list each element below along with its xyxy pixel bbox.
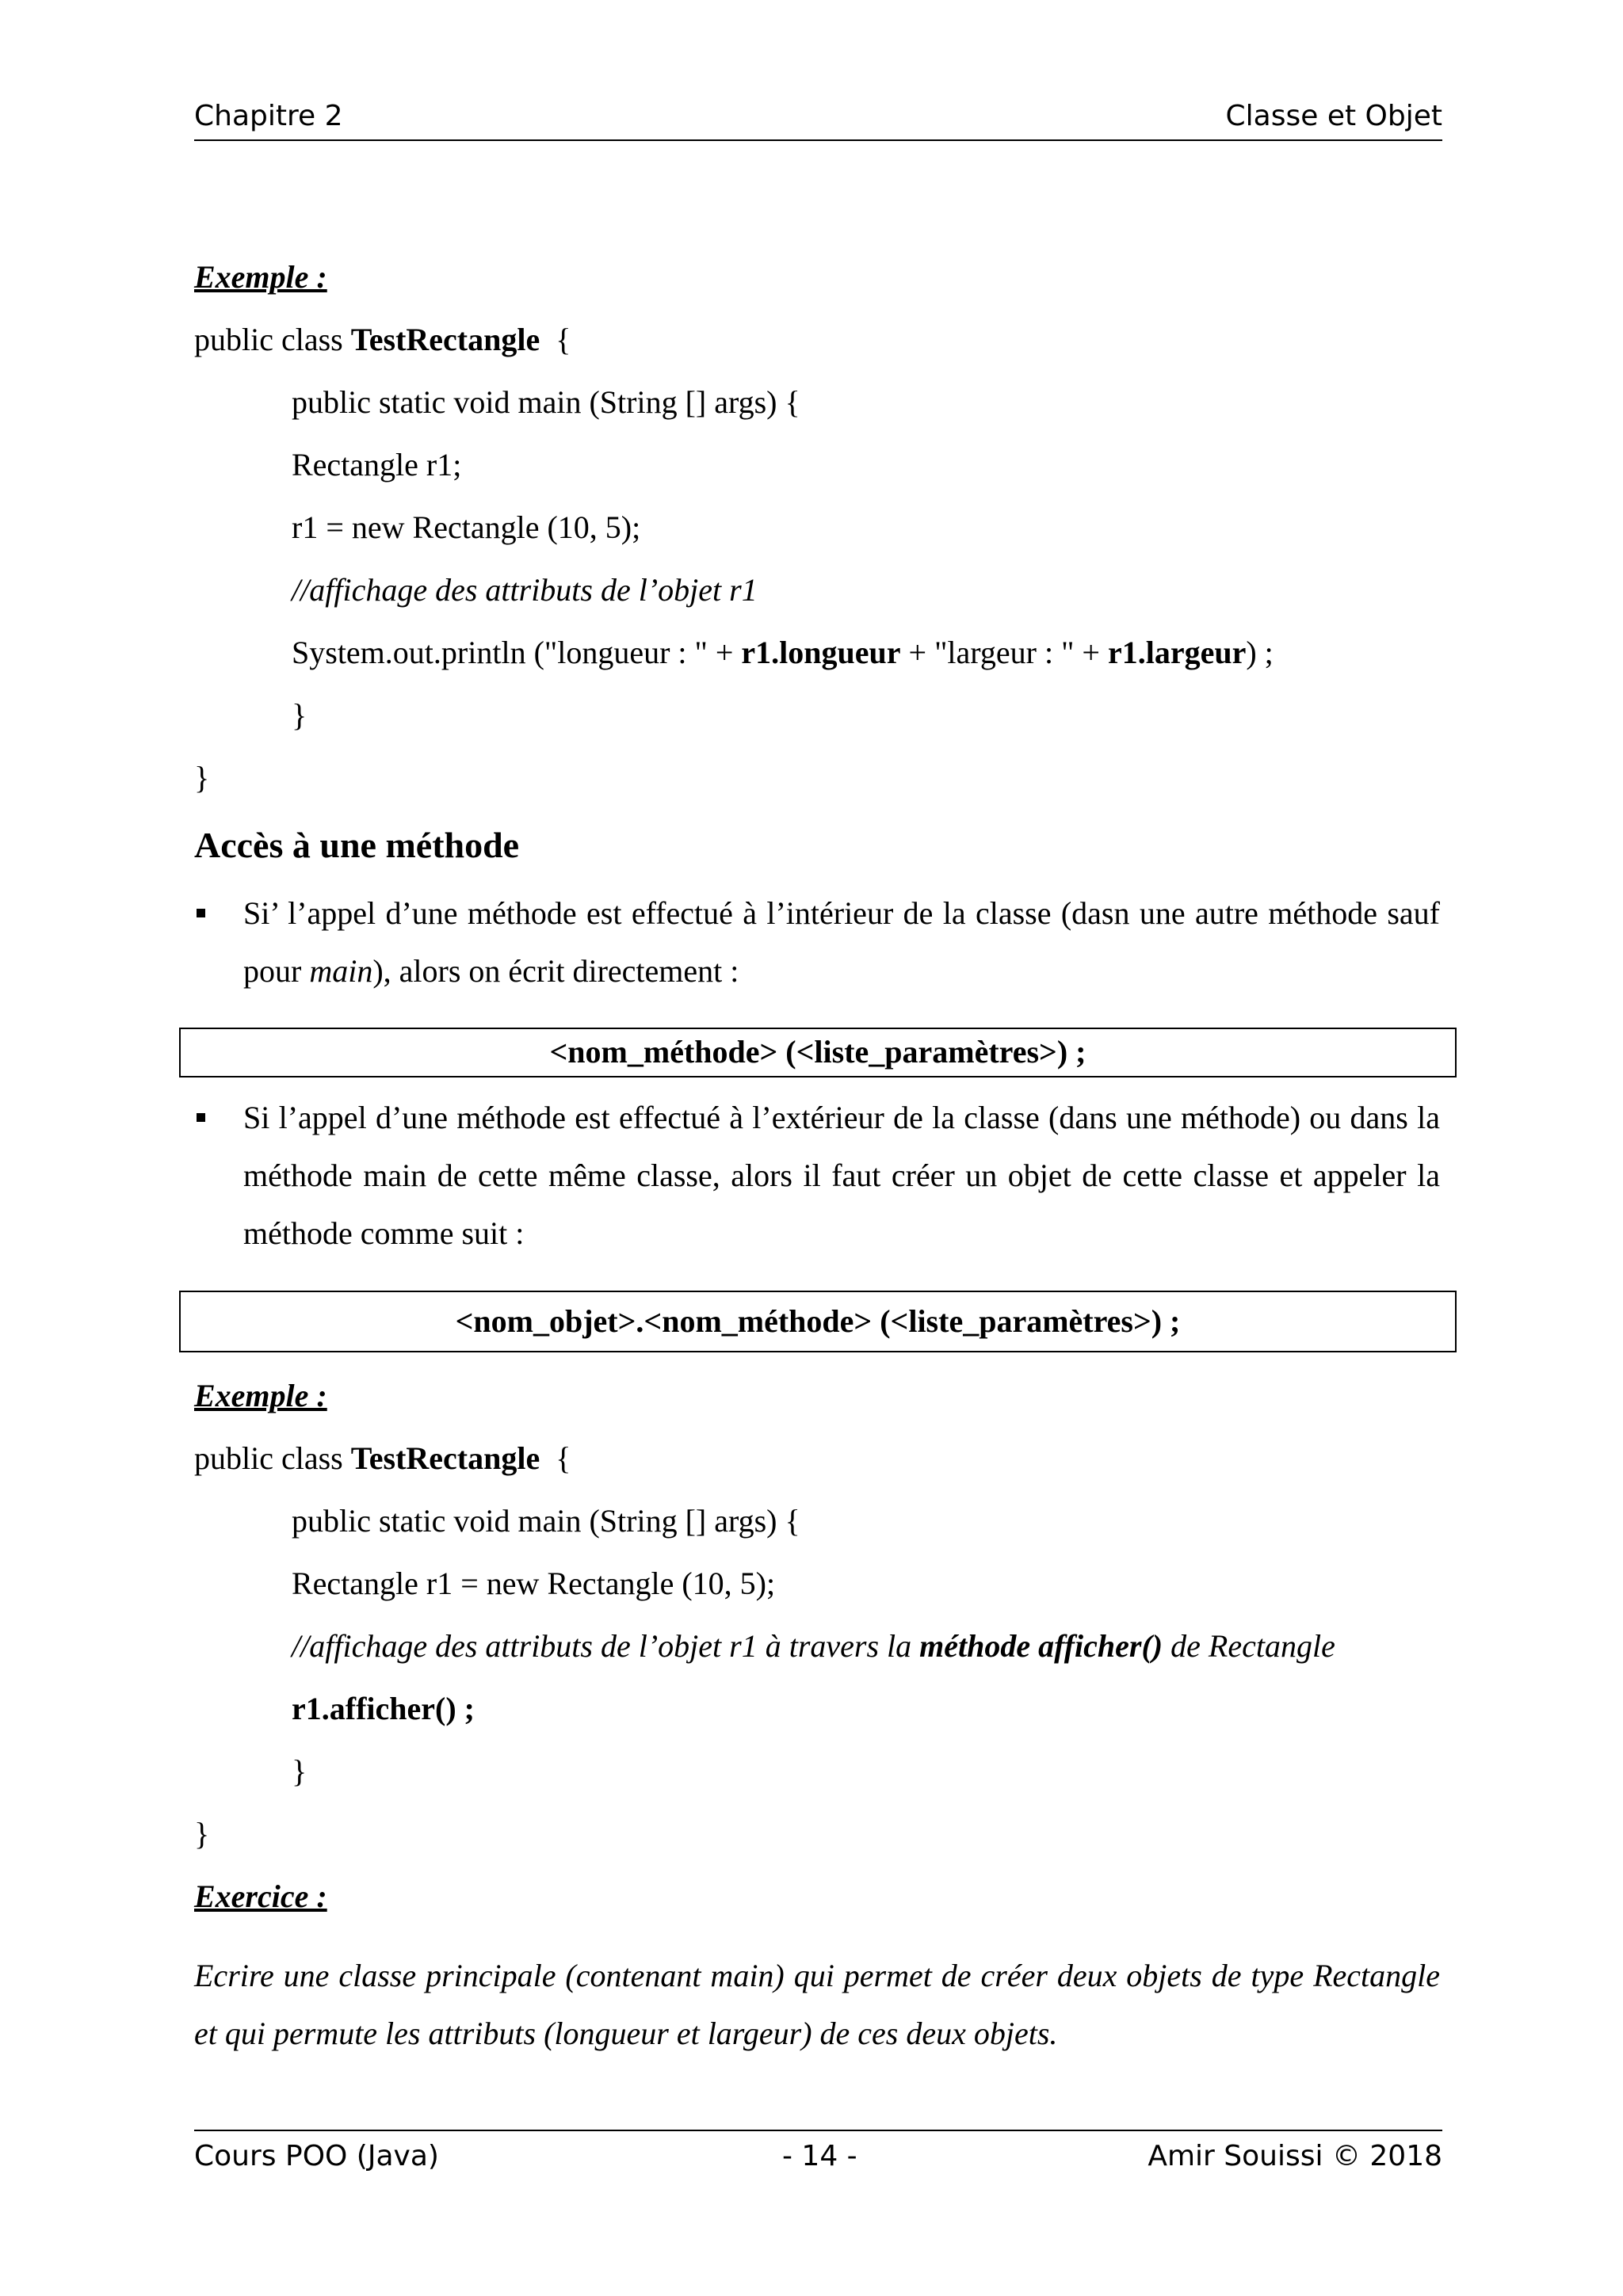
example2-label: Exemple : (194, 1378, 327, 1413)
header-chapter: Chapitre 2 (194, 100, 343, 132)
bullet-marker-2 (197, 1113, 205, 1122)
example2-close-outer: } (194, 1816, 210, 1852)
example1-label: Exemple : (194, 259, 327, 295)
header-title: Classe et Objet (1225, 100, 1442, 132)
example1-class-line: public class TestRectangle { (194, 322, 571, 357)
footer-author: Amir Souissi © 2018 (1148, 2140, 1442, 2172)
syntax-box-external-call: <nom_objet>.<nom_méthode> (<liste_paramètres>) ; (179, 1291, 1457, 1352)
example2-close-inner: } (292, 1753, 307, 1789)
example1-comment-line: //affichage des attributs de l’objet r1 (292, 572, 758, 608)
example1-close-inner: } (292, 697, 307, 733)
footer-course: Cours POO (Java) (194, 2140, 439, 2172)
example1-close-outer: } (194, 760, 210, 795)
footer-rule (194, 2130, 1442, 2131)
bullet-marker-1 (197, 909, 205, 917)
example2-call-line: r1.afficher() ; (292, 1691, 475, 1726)
header-rule (194, 139, 1442, 141)
example2-decl-line: Rectangle r1 = new Rectangle (10, 5); (292, 1566, 776, 1601)
example2-class-line: public class TestRectangle { (194, 1440, 571, 1476)
example1-decl-line: Rectangle r1; (292, 447, 462, 482)
example2-main-line: public static void main (String [] args) { (292, 1503, 800, 1539)
exercise-label: Exercice : (194, 1878, 327, 1914)
example1-main-line: public static void main (String [] args) { (292, 384, 800, 420)
section-title: Accès à une méthode (194, 825, 520, 865)
bullet-text-2: Si l’appel d’une méthode est effectué à l’extérieur de la classe (dans une méthode) ou dans la méthode main de cette même classe, alors il faut créer un objet de cette classe et appeler la méthode comme suit : (243, 1100, 1440, 1251)
example1-println-line: System.out.println ("longueur : " + r1.longueur + "largeur : " + r1.largeur) ; (292, 635, 1274, 670)
footer-page-number: - 14 - (782, 2140, 857, 2172)
exercise-text: Ecrire une classe principale (contenant main) qui permet de créer deux objets de type Rectangle et qui permute les attributs (longueur et largeur) de ces deux objets. (194, 1958, 1440, 2051)
bullet-text-1: Si’ l’appel d’une méthode est effectué à l’intérieur de la classe (dasn une autre méthode sauf pour main), alors on écrit directement : (243, 895, 1440, 989)
example1-assign-line: r1 = new Rectangle (10, 5); (292, 509, 641, 545)
example2-comment-line: //affichage des attributs de l’objet r1 à travers la méthode afficher() de Rectangle (292, 1628, 1335, 1664)
syntax-box-internal-call: <nom_méthode> (<liste_paramètres>) ; (179, 1028, 1457, 1077)
